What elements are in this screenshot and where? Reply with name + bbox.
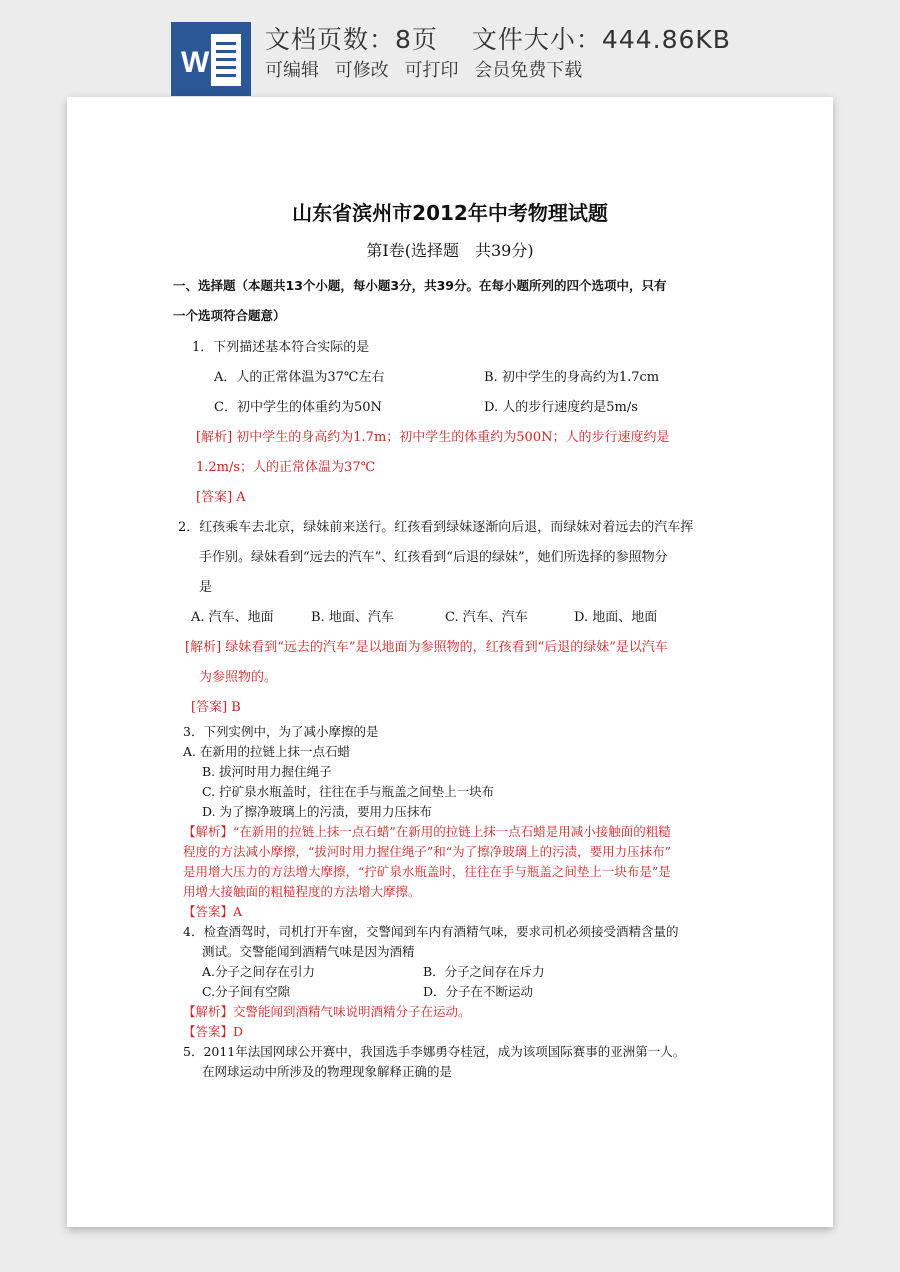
q2-option-c: C. 汽车、汽车 bbox=[445, 610, 528, 625]
q1-analysis-line2: 1.2m/s；人的正常体温为37℃ bbox=[196, 460, 376, 475]
section-heading-line2: 一个选项符合题意） bbox=[173, 308, 286, 323]
q1-option-d: D. 人的步行速度约是5m/s bbox=[484, 400, 638, 415]
feature-modifiable: 可修改 bbox=[334, 60, 389, 81]
q1-option-b: B. 初中学生的身高约为1.7cm bbox=[484, 370, 660, 385]
document-page bbox=[67, 97, 833, 1227]
q4-option-a: A.分子之间存在引力 bbox=[202, 964, 316, 979]
document-title: 山东省滨州市2012年中考物理试题 bbox=[292, 201, 608, 225]
q1-stem: 1．下列描述基本符合实际的是 bbox=[192, 340, 370, 355]
banner-features bbox=[265, 56, 592, 82]
q1-option-c: C．初中学生的体重约为50N bbox=[214, 400, 382, 415]
q3-analysis-line4: 用增大接触面的粗糙程度的方法增大摩擦。 bbox=[183, 884, 421, 899]
q3-analysis-line3: 是用增大压力的方法增大摩擦，“拧矿泉水瓶盖时，往往在手与瓶盖之间垫上一块布是”是 bbox=[183, 864, 671, 879]
q5-stem-line1: 5．2011年法国网球公开赛中，我国选手李娜勇夺桂冠，成为该项国际赛事的亚洲第一人。 bbox=[183, 1044, 686, 1059]
q2-option-b: B. 地面、汽车 bbox=[311, 610, 394, 625]
page-count: 文档页数：8页 bbox=[265, 25, 438, 54]
download-banner bbox=[0, 0, 900, 96]
feature-printable: 可打印 bbox=[404, 60, 459, 81]
q3-stem: 3．下列实例中，为了减小摩擦的是 bbox=[183, 724, 379, 739]
q3-option-a: A. 在新用的拉链上抹一点石蜡 bbox=[183, 744, 350, 759]
section-heading-line1: 一、选择题（本题共13个小题，每小题3分，共39分。在每小题所列的四个选项中，只有 bbox=[173, 278, 667, 293]
q1-answer: [答案] A bbox=[196, 490, 246, 505]
q4-option-d: D．分子在不断运动 bbox=[423, 984, 534, 999]
q4-option-c: C.分子间有空隙 bbox=[202, 984, 291, 999]
q4-option-b: B．分子之间存在斥力 bbox=[423, 964, 545, 979]
q3-option-b: B. 拔河时用力握住绳子 bbox=[202, 764, 332, 779]
feature-free-download: 会员免费下载 bbox=[474, 60, 583, 81]
q4-analysis: 【解析】交警能闻到酒精气味说明酒精分子在运动。 bbox=[183, 1004, 471, 1019]
q2-analysis-line1: [解析] 绿妹看到“远去的汽车”是以地面为参照物的，红孩看到“后退的绿妹”是以汽车 bbox=[185, 640, 668, 655]
q4-answer: 【答案】D bbox=[183, 1024, 244, 1039]
q3-option-c: C. 拧矿泉水瓶盖时，往往在手与瓶盖之间垫上一块布 bbox=[202, 784, 495, 799]
q2-option-d: D. 地面、地面 bbox=[574, 610, 658, 625]
q2-option-a: A. 汽车、地面 bbox=[191, 610, 274, 625]
q2-stem-line3: 是 bbox=[199, 580, 213, 595]
q2-answer: [答案] B bbox=[191, 700, 241, 715]
document-subtitle: 第Ⅰ卷(选择题 共39分) bbox=[366, 241, 534, 260]
q4-stem-line1: 4．检查酒驾时，司机打开车窗，交警闻到车内有酒精气味，要求司机必须接受酒精含量的 bbox=[183, 924, 679, 939]
q2-analysis-line2: 为参照物的。 bbox=[199, 670, 278, 685]
q1-analysis-line1: [解析] 初中学生的身高约为1.7m；初中学生的体重约为500N；人的步行速度约是 bbox=[196, 430, 670, 445]
q2-stem-line1: 2．红孩乘车去北京，绿妹前来送行。红孩看到绿妹逐渐向后退，而绿妹对着远去的汽车挥 bbox=[178, 520, 694, 535]
q3-analysis-line1: 【解析】“在新用的拉链上抹一点石蜡”在新用的拉链上抹一点石蜡是用减小接触面的粗糙 bbox=[183, 824, 671, 839]
word-document-icon bbox=[171, 22, 251, 96]
q5-stem-line2: 在网球运动中所涉及的物理现象解释正确的是 bbox=[202, 1064, 453, 1079]
q3-option-d: D. 为了擦净玻璃上的污渍，要用力压抹布 bbox=[202, 804, 433, 819]
banner-file-info bbox=[265, 20, 731, 56]
file-size: 文件大小：444.86KB bbox=[471, 25, 731, 54]
q4-stem-line2: 测试。交警能闻到酒精气味是因为酒精 bbox=[202, 944, 415, 959]
q3-analysis-line2: 程度的方法减小摩擦，“拔河时用力握住绳子”和“为了擦净玻璃上的污渍，要用力压抹布” bbox=[183, 844, 672, 859]
q2-stem-line2: 手作别。绿妹看到“远去的汽车”、红孩看到“后退的绿妹”，她们所选择的参照物分 bbox=[199, 550, 668, 565]
q1-option-a: A．人的正常体温为37℃左右 bbox=[214, 370, 385, 385]
q3-answer: 【答案】A bbox=[183, 904, 243, 919]
word-icon-letter: W bbox=[181, 46, 210, 79]
feature-editable: 可编辑 bbox=[265, 60, 319, 81]
